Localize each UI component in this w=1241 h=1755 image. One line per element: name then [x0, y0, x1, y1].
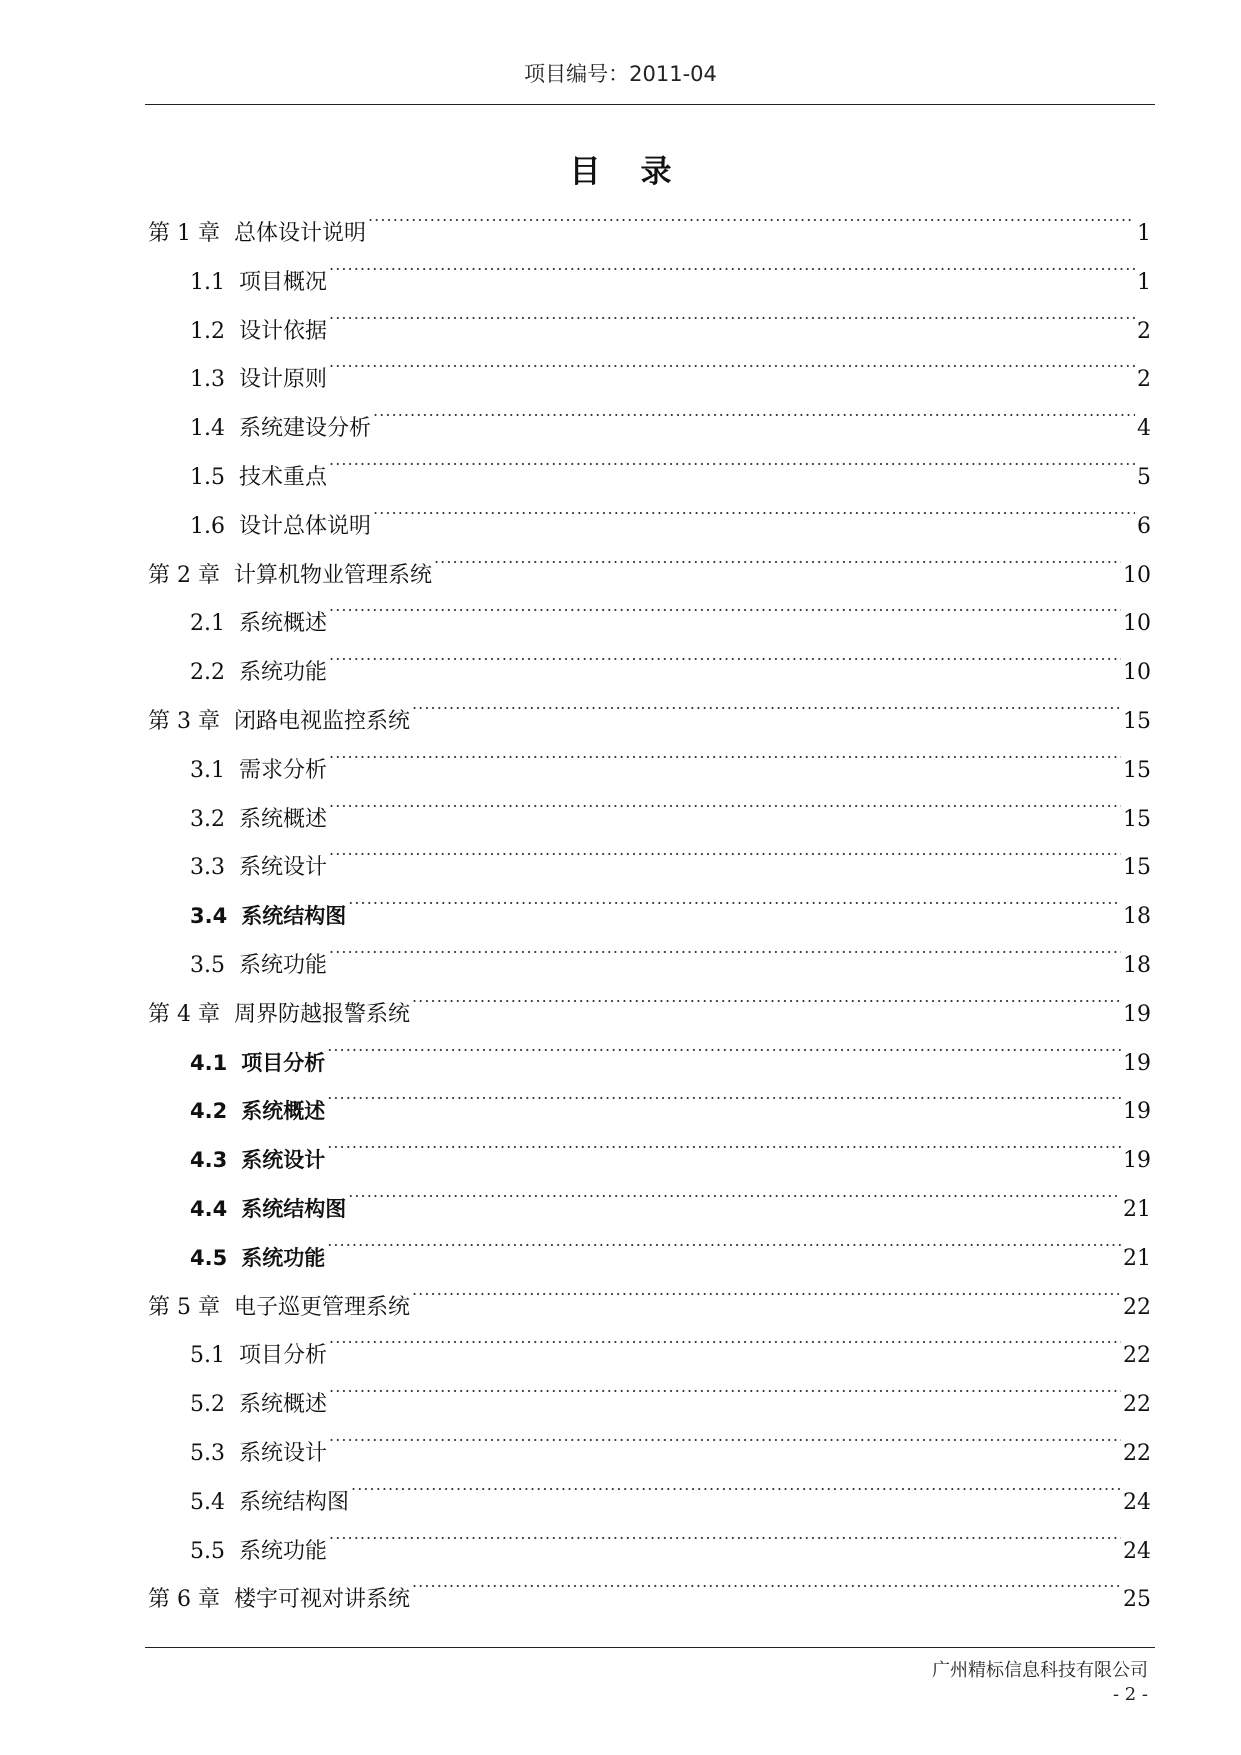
footer-company-name: 广州精标信息科技有限公司 [932, 1660, 1148, 1681]
toc-entry-page-number: 18 [1123, 904, 1151, 930]
toc-entry-title: 系统结构图 [239, 1489, 350, 1515]
toc-entry-title: 项目分析 [241, 1050, 326, 1075]
toc-entry-page-number: 10 [1123, 562, 1151, 588]
toc-entry-number: 5.4 [190, 1489, 225, 1515]
toc-entry-title: 项目概况 [239, 269, 328, 295]
toc-entry-number: 第 2 章 [148, 562, 220, 588]
toc-dot-leader [368, 192, 1135, 240]
toc-entry-page-number: 22 [1123, 1392, 1151, 1418]
toc-entry-number: 1.2 [190, 318, 225, 344]
toc-dot-leader [373, 387, 1135, 435]
toc-entry-page-number: 19 [1123, 1148, 1151, 1174]
toc-dot-leader [329, 924, 1121, 972]
toc-dot-leader [351, 1461, 1121, 1509]
toc-dot-leader [329, 1412, 1121, 1460]
toc-entry-title: 周界防越报警系统 [233, 1001, 410, 1027]
toc-entry-number: 4.2 [190, 1099, 228, 1124]
toc-entry-page-number: 15 [1123, 757, 1151, 783]
toc-entry-title: 项目分析 [239, 1343, 328, 1369]
toc-entry-title: 系统结构图 [241, 904, 347, 929]
toc-entry-page-number: 21 [1123, 1196, 1151, 1222]
toc-entry-number: 5.3 [190, 1440, 225, 1466]
toc-entry-number: 5.1 [190, 1343, 225, 1369]
toc-entry-page-number: 22 [1123, 1343, 1151, 1369]
toc-entry-number: 第 3 章 [148, 708, 220, 734]
toc-entry-number: 3.1 [190, 757, 225, 783]
toc-entry-number: 1.4 [190, 416, 225, 442]
toc-entry-page-number: 19 [1123, 1001, 1151, 1027]
toc-entry-page-number: 21 [1123, 1245, 1151, 1271]
toc-entry-title: 系统设计 [241, 1148, 326, 1173]
toc-entry-number: 5.5 [190, 1538, 225, 1564]
toc-entry-title: 设计依据 [239, 318, 328, 344]
toc-entry-title: 电子巡更管理系统 [233, 1294, 410, 1320]
toc-dot-leader [329, 241, 1135, 289]
toc-dot-leader [412, 680, 1121, 728]
toc-entry-number: 3.2 [190, 806, 225, 832]
toc-entry-page-number: 10 [1123, 660, 1151, 686]
toc-entry-title: 系统概述 [239, 1392, 328, 1418]
toc-dot-leader [327, 1022, 1121, 1070]
toc-dot-leader [327, 1070, 1121, 1118]
toc-entry-page-number: 15 [1123, 855, 1151, 881]
toc-entry-number: 1.5 [190, 464, 225, 490]
toc-entry-number: 3.3 [190, 855, 225, 881]
toc-entry-title: 闭路电视监控系统 [233, 708, 410, 734]
toc-entry-number: 第 1 章 [148, 221, 220, 246]
toc-dot-leader [329, 729, 1121, 777]
toc-entry-title: 系统功能 [239, 1538, 328, 1564]
toc-entry-number: 1.3 [190, 367, 225, 393]
toc-entry-number: 第 4 章 [148, 1001, 220, 1027]
toc-entry-page-number: 2 [1137, 367, 1151, 393]
toc-entry-page-number: 22 [1123, 1440, 1151, 1466]
toc-entry-number: 第 5 章 [148, 1294, 220, 1320]
toc-entry-title: 需求分析 [239, 757, 328, 783]
toc-entry-number: 3.5 [190, 952, 225, 978]
toc-entry-title: 系统结构图 [241, 1196, 347, 1221]
header-divider [145, 104, 1155, 105]
toc-entry-number: 4.5 [190, 1245, 228, 1270]
toc-entry-title: 系统功能 [241, 1245, 326, 1270]
toc-entry-page-number: 22 [1123, 1294, 1151, 1320]
toc-entry-page-number: 15 [1123, 806, 1151, 832]
toc-entry-page-number: 19 [1123, 1050, 1151, 1076]
toc-entry-title: 系统功能 [239, 952, 328, 978]
toc-entry-page-number: 1 [1137, 221, 1151, 246]
page-header-project-number: 项目编号：2011-04 [524, 62, 717, 86]
toc-title: 目录 [569, 154, 712, 190]
toc-entry-number: 1.1 [190, 269, 225, 295]
toc-entry-title: 技术重点 [239, 464, 328, 490]
toc-entry-number: 5.2 [190, 1392, 225, 1418]
toc-dot-leader [327, 1119, 1121, 1167]
toc-dot-leader [348, 875, 1121, 923]
toc-dot-leader [329, 826, 1121, 874]
toc-dot-leader [329, 338, 1135, 386]
toc-entry-page-number: 6 [1137, 513, 1151, 539]
toc-entry-number: 2.1 [190, 611, 225, 637]
toc-entry-number: 4.1 [190, 1050, 228, 1075]
toc-entry-page-number: 15 [1123, 708, 1151, 734]
toc-dot-leader [329, 290, 1135, 338]
toc-entry-number: 2.2 [190, 660, 225, 686]
toc-entry-title: 系统建设分析 [239, 416, 372, 442]
toc-dot-leader [329, 1363, 1121, 1411]
toc-dot-leader [434, 534, 1121, 582]
toc-dot-leader [329, 436, 1135, 484]
table-of-contents [148, 192, 1151, 1613]
toc-dot-leader [329, 1314, 1121, 1362]
toc-entry-number: 4.4 [190, 1196, 228, 1221]
toc-dot-leader [327, 1217, 1121, 1265]
toc-dot-leader [412, 973, 1121, 1021]
toc-entry-page-number: 5 [1137, 464, 1151, 490]
toc-entry-number: 3.4 [190, 904, 228, 929]
toc-dot-leader [329, 631, 1121, 679]
toc-dot-leader [373, 485, 1135, 533]
toc-entry-title: 设计原则 [239, 367, 328, 393]
toc-entry-number: 第 6 章 [148, 1587, 220, 1613]
toc-entry-page-number: 2 [1137, 318, 1151, 344]
toc-dot-leader [412, 1266, 1121, 1314]
toc-dot-leader [329, 582, 1121, 630]
toc-entry-number: 4.3 [190, 1148, 228, 1173]
footer-divider [145, 1647, 1155, 1648]
toc-entry-title: 楼宇可视对讲系统 [233, 1587, 410, 1613]
toc-entry-page-number: 1 [1137, 269, 1151, 295]
toc-dot-leader [348, 1168, 1121, 1216]
toc-entry-page-number: 18 [1123, 952, 1151, 978]
toc-chapter-entry[interactable] [148, 192, 1151, 246]
toc-entry-title: 计算机物业管理系统 [233, 562, 432, 588]
toc-entry-page-number: 19 [1123, 1099, 1151, 1125]
toc-dot-leader [329, 1510, 1121, 1558]
toc-entry-title: 系统设计 [239, 1440, 328, 1466]
toc-entry-title: 系统概述 [241, 1099, 326, 1124]
toc-entry-title: 总体设计说明 [233, 221, 366, 246]
toc-entry-page-number: 24 [1123, 1489, 1151, 1515]
toc-dot-leader [412, 1558, 1121, 1606]
toc-entry-title: 系统设计 [239, 855, 328, 881]
toc-entry-page-number: 25 [1123, 1587, 1151, 1613]
toc-entry-page-number: 24 [1123, 1538, 1151, 1564]
toc-entry-title: 系统概述 [239, 806, 328, 832]
toc-dot-leader [329, 778, 1121, 826]
toc-entry-title: 设计总体说明 [239, 513, 372, 539]
footer-page-number: - 2 - [1112, 1684, 1148, 1705]
toc-entry-page-number: 4 [1137, 416, 1151, 442]
toc-entry-title: 系统功能 [239, 660, 328, 686]
toc-entry-number: 1.6 [190, 513, 225, 539]
toc-entry-page-number: 10 [1123, 611, 1151, 637]
toc-entry-title: 系统概述 [239, 611, 328, 637]
